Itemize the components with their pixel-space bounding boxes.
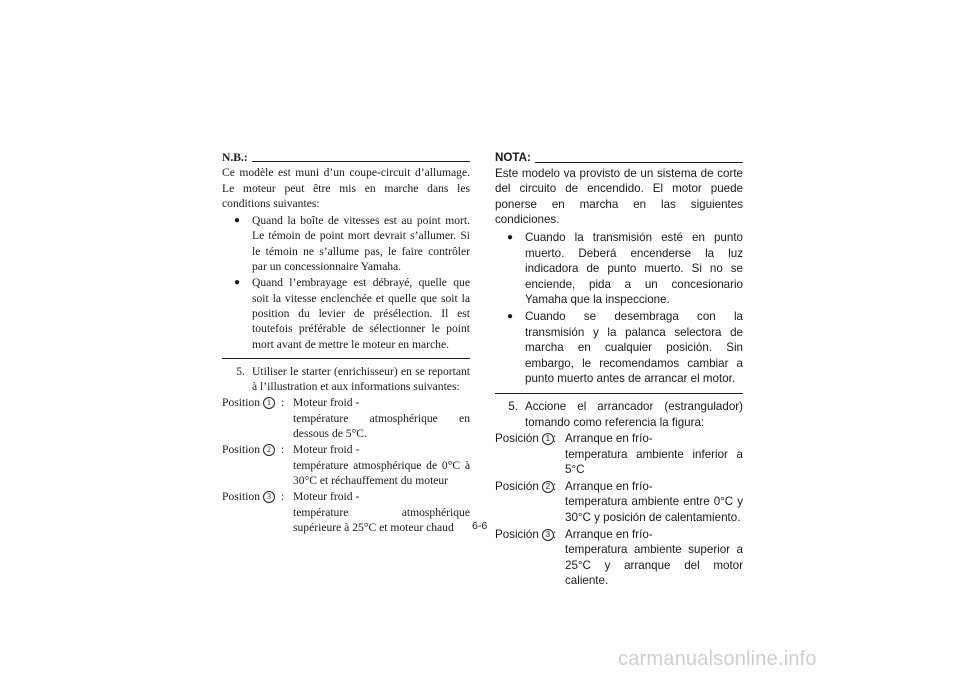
note-heading <box>222 150 470 165</box>
bullet-icon: ● <box>234 215 241 227</box>
note-intro: Este modelo va provisto de un sistema de corte del circuito de encendido. El motor puede ponerse en marcha en las siguientes condiciones. <box>495 166 743 227</box>
position-2: Posición 2 : Arranque en frío- temperatura ambiente entre 0°C y 30°C y posición de calentamiento. <box>495 479 743 525</box>
step-number: 5. <box>508 399 518 413</box>
note-rule <box>252 161 470 162</box>
position-3: Posición 3 : Arranque en frío- temperatura ambiente superior a 25°C y arranque del motor caliente. <box>495 527 743 588</box>
bullet-list <box>222 213 470 352</box>
position-label: Position <box>222 396 261 410</box>
note-rule <box>535 162 743 163</box>
bullet-icon: ● <box>507 231 514 243</box>
step-5 <box>495 399 743 430</box>
position-1: Posición 1 : Arranque en frío- temperatura ambiente inferior a 5°C <box>495 432 743 477</box>
position-desc-line2: température atmosphérique de 0°C à 30°C et réchauffement du moteur <box>293 458 470 487</box>
page-number: 6-6 <box>472 520 488 532</box>
position-2: Position 2 : Moteur froid - température atmosphérique de 0°C à 30°C et réchauffement du moteur <box>222 443 470 487</box>
step-text: Utiliser le starter (enrichisseur) en se reportant à l’illustration et aux informations suivantes: <box>252 364 470 394</box>
position-label: Position <box>222 490 261 504</box>
circled-number-icon: 1 <box>542 433 554 445</box>
position-desc-line2: temperatura ambiente inferior a 5°C <box>565 447 743 477</box>
circled-number-icon: 2 <box>542 481 554 493</box>
position-label: Posición <box>495 479 539 493</box>
step-number: 5. <box>236 364 245 378</box>
note-intro: Ce modèle est muni d’un coupe-circuit d’allumage. Le moteur peut être mis en marche dans les conditions suivantes: <box>222 166 470 210</box>
french-column <box>222 150 470 535</box>
note-label: N.B.: <box>222 151 248 164</box>
position-desc-line1: Arranque en frío- <box>565 527 653 541</box>
watermark: carmanualsonline.info <box>618 648 817 670</box>
note-heading <box>495 150 743 166</box>
position-label: Posición <box>495 527 539 541</box>
step-5 <box>222 364 470 395</box>
note-end-rule <box>495 393 743 394</box>
position-desc-line1: Arranque en frío- <box>565 432 653 446</box>
position-desc-line2: température atmosphérique en dessous de 5°C. <box>293 411 470 441</box>
bullet-list <box>495 230 743 387</box>
bullet-icon: ● <box>507 310 514 322</box>
position-desc-line1: Moteur froid - <box>293 443 360 457</box>
note-label: NOTA: <box>495 151 531 164</box>
position-desc-line1: Moteur froid - <box>293 490 360 504</box>
position-desc-line1: Moteur froid - <box>293 396 360 410</box>
position-3: Position 3 : Moteur froid - température atmosphérique supérieure à 25°C et moteur chaud <box>222 490 470 534</box>
bullet-icon: ● <box>234 277 241 289</box>
bullet-item: ● Quand l’embrayage est débrayé, quelle que soit la vitesse enclenchée et quelle que soit la position du levier de présélection. Il est toutefois préférable de sélectionner le point mort avant de mettre le moteur en marche. <box>234 276 470 351</box>
spanish-column <box>495 150 743 589</box>
position-1: Position 1 : Moteur froid - température atmosphérique en dessous de 5°C. <box>222 396 470 441</box>
circled-number-icon: 3 <box>542 529 554 541</box>
position-desc-line2: temperatura ambiente entre 0°C y 30°C y posición de calentamiento. <box>565 495 743 525</box>
position-label: Posición <box>495 432 539 446</box>
step-text: Accione el arrancador (estrangulador) tomando como referencia la figura: <box>525 399 743 429</box>
position-desc-line2: temperatura ambiente superior a 25°C y arranque del motor caliente. <box>565 543 743 588</box>
position-desc-line1: Arranque en frío- <box>565 479 653 493</box>
position-label: Position <box>222 443 261 457</box>
circled-number-icon: 2 <box>263 444 275 456</box>
note-end-rule <box>222 358 470 359</box>
bullet-item: ● Cuando la transmisión esté en punto muerto. Deberá encenderse la luz indicadora de punto muerto. Si no se enciende, pida a un concesionario Yamaha que la inspeccione. <box>507 230 743 307</box>
circled-number-icon: 1 <box>263 397 275 409</box>
circled-number-icon: 3 <box>263 491 275 503</box>
bullet-item: ● Cuando se desembraga con la transmisión y la palanca selectora de marcha en cualquier posición. Sin embargo, le recomendamos cambiar a punto muerto antes de arrancar el motor. <box>507 309 743 386</box>
position-desc-line2: température atmosphérique supérieure à 25°C et moteur chaud <box>293 505 470 534</box>
bullet-item: ● Quand la boîte de vitesses est au point mort. Le témoin de point mort devrait s’allumer. Si le témoin ne s’allume pas, le faire contrôler par un concessionnaire Yamaha. <box>234 214 470 274</box>
